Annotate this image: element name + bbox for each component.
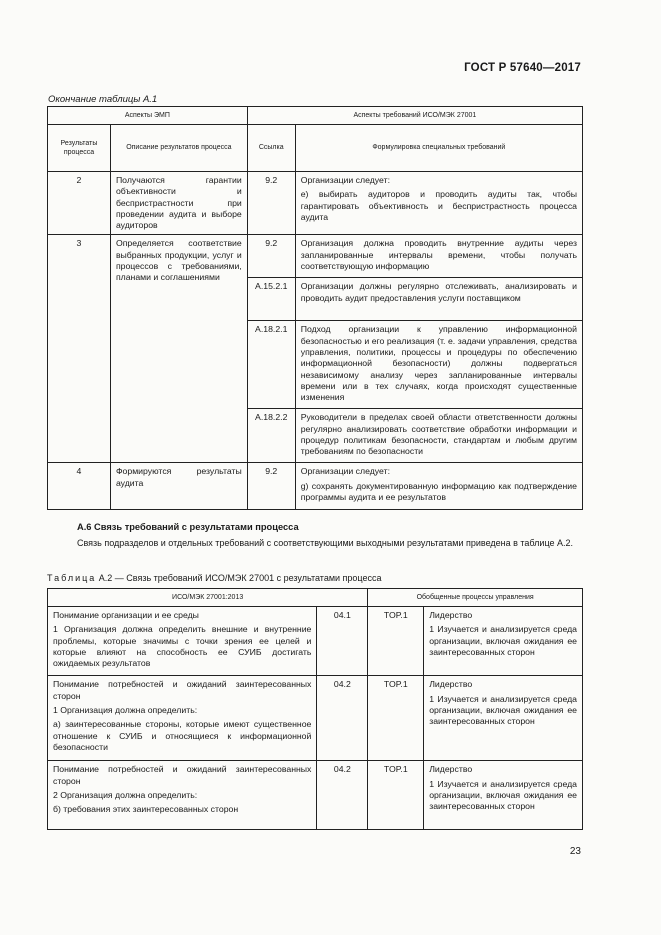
reference: А.15.2.1	[247, 278, 295, 321]
requirement-wording: Подход организации к управлению информационной безопасностью и его реализация (т. е. задачи управления, средства управления, политики, процессы и процедуры по обеспечению информационной безопасности) должны подвергаться независимому анализу через запланированные интервалы времени или в тех случаях, когда происходят существенные изменения	[295, 321, 582, 409]
page-number: 23	[569, 846, 581, 857]
standard-code: ГОСТ Р 57640—2017	[464, 62, 581, 74]
reference: 9.2	[247, 172, 295, 235]
reference: 9.2	[247, 463, 295, 510]
table-a2	[47, 588, 583, 830]
requirement-wording: Руководители в пределах своей области ответственности должны регулярно анализировать соответствие обработки информации и процедур политикам безопасности, стандартам и любым другим требованиям по безопасности	[295, 409, 582, 463]
table-caption-text: А.2 — Связь требований ИСО/МЭК 27001 с результатами процесса	[96, 573, 382, 583]
clause-number: 04.1	[317, 607, 368, 676]
requirement-line: 1 Организация должна определить внешние и внутренние проблемы, которые значимы с точки зрения ее целей и которые влияют на способность ее СУИБ достигать ожидаемых результатов	[53, 624, 312, 669]
iso-requirement	[48, 607, 317, 676]
table-caption-label: Таблица	[47, 573, 97, 583]
reference: 9.2	[247, 235, 295, 278]
iso-requirement	[48, 676, 317, 761]
requirement-wording: Организации должны регулярно отслеживать, анализировать и проводить аудит предоставления услуги поставщиком	[295, 278, 582, 321]
clause-number: 04.2	[317, 761, 368, 830]
process-line: Лидерство	[429, 764, 473, 775]
requirement-line: а) заинтересованные стороны, которые имеют существенное отношение к СУИБ и относящиеся к информационной безопасности	[53, 719, 312, 752]
row-number: 2	[48, 172, 111, 235]
requirement-line: Понимание потребностей и ожиданий заинтересованных сторон	[53, 764, 312, 786]
requirement-line: Организации следует:	[300, 175, 390, 185]
process-line: Лидерство	[429, 610, 473, 620]
requirement-line: Понимание потребностей и ожиданий заинтересованных сторон	[53, 679, 312, 701]
table-caption	[47, 573, 381, 583]
process-line: 1 Изучается и анализируется среда организации, включая ожидания ее заинтересованных сторон	[429, 693, 577, 727]
process-description	[424, 607, 583, 676]
header-emp-aspects: Аспекты ЭМП	[48, 107, 248, 125]
requirement-line: g) сохранять документированную информацию как подтверждение программы аудита и ее результатов	[300, 480, 577, 503]
process-line: Лидерство	[429, 679, 473, 690]
requirement-wording	[295, 463, 582, 510]
requirement-line: е) выбирать аудиторов и проводить аудиты так, чтобы гарантировать объективность и беспристрастность процесса аудита	[300, 189, 577, 222]
iso-requirement	[48, 761, 317, 830]
result-description: Получаются гарантии объективности и беспристрастности при проведении аудита и выборе аудиторов	[110, 172, 247, 235]
process-code: TOP.1	[368, 761, 424, 830]
requirement-line: 2 Организация должна определить:	[53, 790, 198, 801]
process-code: TOP.1	[368, 676, 424, 761]
header-reference: Ссылка	[247, 125, 295, 172]
requirement-line: Понимание организации и ее среды	[53, 610, 199, 620]
table-a1	[47, 106, 583, 510]
requirement-line: Организации следует:	[300, 466, 390, 477]
header-requirements-wording: Формулировка специальных требований	[295, 125, 582, 172]
process-description	[424, 761, 583, 830]
table-row	[48, 761, 583, 830]
header-process-results: Результаты процесса	[48, 125, 111, 172]
row-number: 4	[48, 463, 111, 510]
table-continuation-label: Окончание таблицы А.1	[48, 94, 158, 105]
reference: А.18.2.2	[247, 409, 295, 463]
table-row	[48, 607, 583, 676]
table-row	[48, 463, 583, 510]
header-generalized-processes: Обобщенные процессы управления	[368, 589, 583, 607]
header-iso-27001: ИСО/МЭК 27001:2013	[48, 589, 368, 607]
requirement-line: б) требования этих заинтересованных сторон	[53, 804, 239, 815]
table-row	[48, 172, 583, 235]
header-iso-aspects: Аспекты требований ИСО/МЭК 27001	[247, 107, 582, 125]
requirement-line: 1 Организация должна определить:	[53, 705, 198, 716]
row-number: 3	[48, 235, 111, 463]
requirement-wording	[295, 172, 582, 235]
table-row	[48, 676, 583, 761]
clause-number: 04.2	[317, 676, 368, 761]
header-results-description: Описание результатов процесса	[110, 125, 247, 172]
process-description	[424, 676, 583, 761]
result-description: Формируются результаты аудита	[110, 463, 247, 510]
reference: А.18.2.1	[247, 321, 295, 409]
section-heading: А.6 Связь требований с результатами процесса	[77, 522, 299, 532]
result-description: Определяется соответствие выбранных продукции, услуг и процессов с требованиями, планами и соглашениями	[110, 235, 247, 463]
table-row	[48, 235, 583, 278]
section-paragraph: Связь подразделов и отдельных требований с соответствующими выходными результатами приведена в таблице А.2.	[77, 538, 574, 548]
process-line: 1 Изучается и анализируется среда организации, включая ожидания ее заинтересованных сторон	[429, 778, 577, 812]
process-code: TOP.1	[368, 607, 424, 676]
requirement-wording: Организация должна проводить внутренние аудиты через запланированные интервалы времени, чтобы получать соответствующую информацию	[295, 235, 582, 278]
process-line: 1 Изучается и анализируется среда организации, включая ожидания ее заинтересованных сторон	[429, 624, 577, 657]
